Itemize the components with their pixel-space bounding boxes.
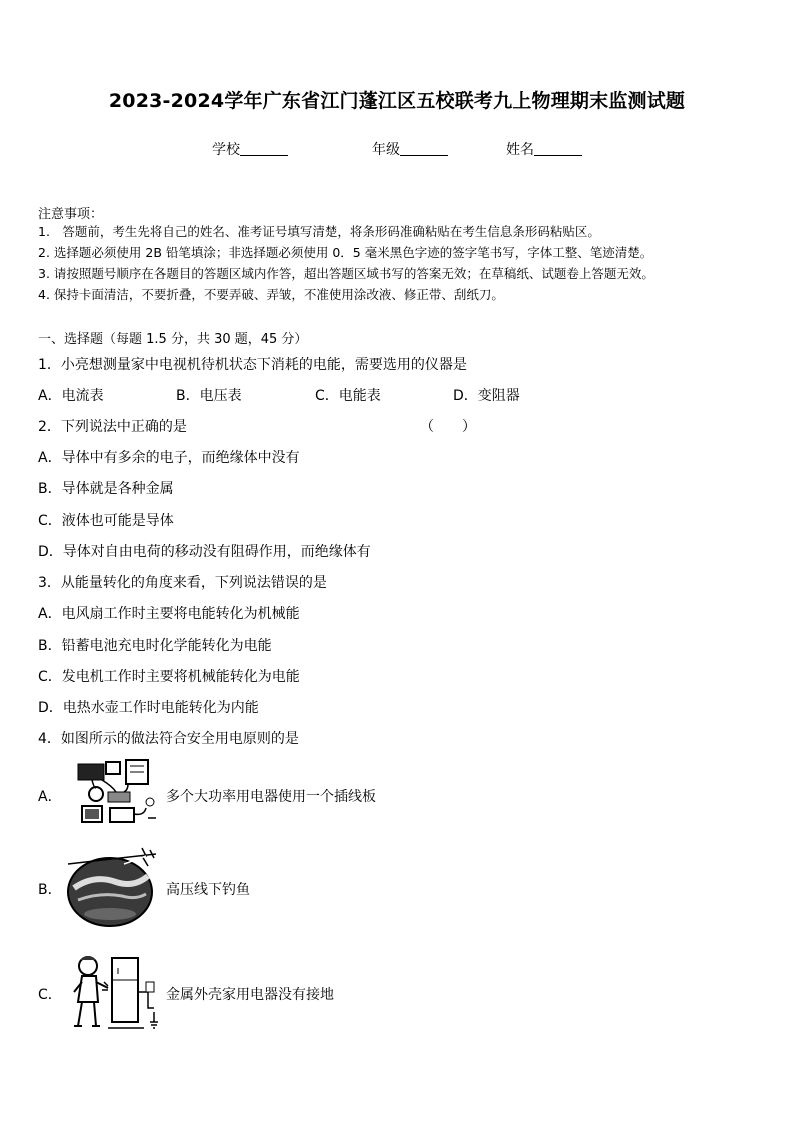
q2-option-a: A．导体中有多余的电子，而绝缘体中没有 — [38, 450, 300, 466]
question-1-stem: 1．小亮想测量家中电视机待机状态下消耗的电能，需要选用的仪器是 — [38, 357, 467, 373]
q1-option-b: B．电压表 — [176, 388, 242, 404]
grade-blank — [400, 141, 448, 156]
q1-option-a: A．电流表 — [38, 388, 104, 404]
q3-option-b: B．铅蓄电池充电时化学能转化为电能 — [38, 638, 272, 654]
notice-heading: 注意事项： — [38, 207, 104, 222]
section-heading: 一、选择题（每题 1.5 分，共 30 题，45 分） — [38, 332, 308, 347]
question-2-stem: 2．下列说法中正确的是 — [38, 419, 187, 435]
power-strip-overload-illustration — [72, 758, 160, 830]
grade-field — [372, 139, 448, 159]
school-field — [212, 139, 288, 159]
ungrounded-appliance-illustration — [68, 952, 164, 1034]
q3-option-c: C．发电机工作时主要将机械能转化为电能 — [38, 669, 300, 685]
notice-item: 1. 答题前，考生先将自己的姓名、准考证号填写清楚，将条形码准确粘贴在考生信息条形码粘贴区。 — [38, 224, 600, 239]
notice-item: 2. 选择题必须使用 2B 铅笔填涂；非选择题必须使用 0．5 毫米黑色字迹的签字笔书写，字体工整、笔迹清楚。 — [38, 245, 653, 260]
notice-item: 3. 请按照题号顺序在各题目的答题区域内作答，超出答题区域书写的答案无效；在草稿纸、试题卷上答题无效。 — [38, 266, 654, 281]
q4-option-a-label: A． — [38, 789, 62, 805]
school-label: 学校 — [212, 142, 240, 158]
q3-option-a: A．电风扇工作时主要将电能转化为机械能 — [38, 606, 300, 622]
exam-title: 2023-2024学年广东省江门蓬江区五校联考九上物理期末监测试题 — [108, 90, 686, 112]
question-2-answer-paren: （ ） — [420, 419, 476, 435]
q4-option-b-label: B． — [38, 882, 62, 898]
fishing-under-power-line-illustration — [64, 844, 160, 930]
q4-option-b-text: 高压线下钓鱼 — [166, 882, 250, 898]
school-blank — [240, 141, 288, 156]
question-3-stem: 3．从能量转化的角度来看，下列说法错误的是 — [38, 575, 327, 591]
name-blank — [534, 141, 582, 156]
q2-option-c: C．液体也可能是导体 — [38, 513, 174, 529]
q4-option-c-label: C． — [38, 987, 62, 1003]
q2-option-b: B．导体就是各种金属 — [38, 481, 174, 497]
q3-option-d: D．电热水壶工作时电能转化为内能 — [38, 700, 259, 716]
q1-option-c: C．电能表 — [315, 388, 381, 404]
q2-option-d: D．导体对自由电荷的移动没有阻碍作用，而绝缘体有 — [38, 544, 371, 560]
grade-label: 年级 — [372, 142, 400, 158]
notice-item: 4. 保持卡面清洁，不要折叠，不要弄破、弄皱，不准使用涂改液、修正带、刮纸刀。 — [38, 287, 504, 302]
q4-option-c-text: 金属外壳家用电器没有接地 — [166, 987, 334, 1003]
name-field — [506, 139, 582, 159]
name-label: 姓名 — [506, 142, 534, 158]
q1-option-d: D．变阻器 — [453, 388, 520, 404]
question-4-stem: 4．如图所示的做法符合安全用电原则的是 — [38, 731, 299, 747]
q4-option-a-text: 多个大功率用电器使用一个插线板 — [166, 789, 376, 805]
